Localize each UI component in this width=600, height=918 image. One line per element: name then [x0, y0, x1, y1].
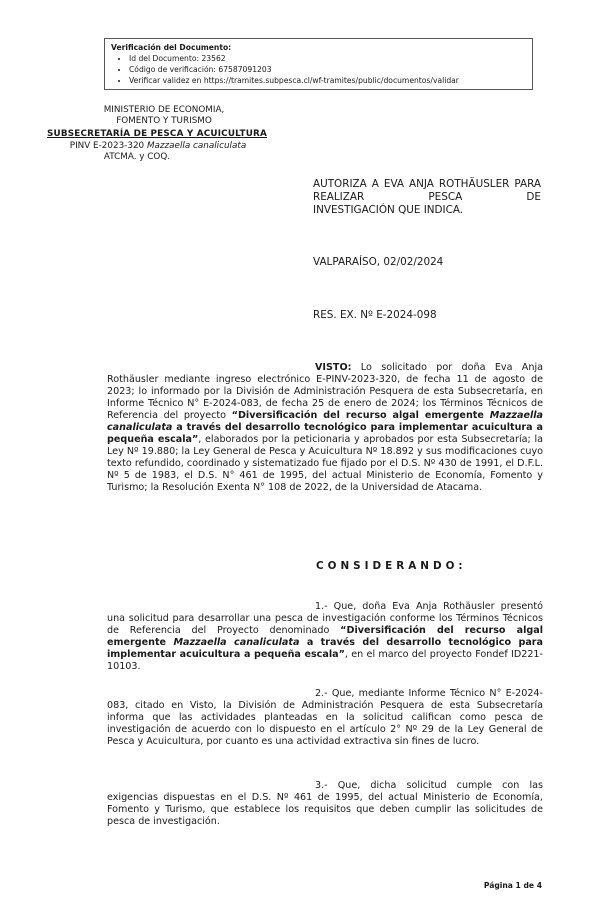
place-date: VALPARAÍSO, 02/02/2024 — [313, 256, 444, 268]
verification-url[interactable]: • Verificar validez en https://tramites.subpesca.cl/wf-tramites/public/documentos/validar — [129, 75, 526, 86]
visto-paragraph: VISTO: Lo solicitado por doña Eva Anja Rothäusler mediante ingreso electrónico E-PINV-2023-320, de fecha 11 de agosto de 2023; lo informado por la División de Administración Pesquera de esta Subsecretaría, en Informe Técnico N° E-2024-083, de fecha 25 de enero de 2024; los Términos Técnicos de Referencia del proyecto “Diversificación del recurso algal emergente Mazzaella canaliculata a través del desarrollo tecnológico para implementar acuicultura a pequeña escala”, elaborados por la peticionaria y aprobados por esta Subsecretaría; la Ley Nº 19.880; la Ley General de Pesca y Acuicultura Nº 18.892 y sus modificaciones cuyo texto refundido, coordinado y sistematizado fue fijado por el D.S. Nº 430 de 1991, el D.F.L. Nº 5 de 1983, el D.S. N° 461 de 1995, del actual Ministerio de Economía, Fomento y Turismo; la Resolución Exenta N° 108 de 2022, de la Universidad de Atacama. — [107, 362, 544, 493]
page-number: Página 1 de 4 — [483, 881, 542, 890]
authorization-summary: AUTORIZA A EVA ANJA ROTHÄUSLER PARA REALIZAR PESCA DE INVESTIGACIÓN QUE INDICA. — [313, 178, 541, 216]
considerando-heading: CONSIDERANDO: — [316, 560, 467, 572]
considerando-2: 2.- Que, mediante Informe Técnico N° E-2024-083, citado en Visto, la División de Administración Pesquera de esta Subsecretaría informa que las actividades planteadas en la solicitud califican como pesca de investigación de acuerdo con lo dispuesto en el artículo 2° Nº 29 de la Ley General de Pesca y Acuicultura, por cuanto es una actividad extractiva sin fines de lucro. — [107, 688, 543, 747]
visto-label: VISTO: — [315, 362, 352, 373]
verification-list — [111, 53, 526, 86]
considerando-1: 1.- Que, doña Eva Anja Rothäusler presentó una solicitud para desarrollar una pesca de investigación conforme los Términos Técnicos de Referencia del Proyecto denominado “Diversificación del recurso algal emergente Mazzaella canaliculata a través del desarrollo tecnológico para implementar acuicultura a pequeña escala”, en el marco del proyecto Fondef ID221-10103. — [107, 601, 543, 672]
considerando-3: 3.- Que, dicha solicitud cumple con las exigencias dispuestas en el D.S. Nº 461 de 1995, del actual Ministerio de Economía, Fomento y Turismo, que establece los requisitos que deben cumplir las solicitudes de pesca de investigación. — [107, 780, 543, 827]
resolution-number: RES. EX. Nº E-2024-098 — [313, 309, 437, 321]
ministry-name: MINISTERIO DE ECONOMIA, FOMENTO Y TURISMO — [103, 105, 225, 126]
verification-code: • Código de verificación: 67587091203 — [129, 64, 526, 75]
subsecretaria-name: SUBSECRETARÍA DE PESCA Y ACUICULTURA — [46, 129, 268, 139]
verification-title: Verificación del Documento: — [111, 43, 232, 52]
document-id: • Id del Documento: 23562 — [129, 53, 526, 64]
pinv-reference: PINV E-2023-320 Mazzaella canaliculata — [69, 141, 247, 151]
verification-box — [104, 38, 533, 90]
atcma-reference: ATCMA. y COQ. — [103, 152, 171, 162]
